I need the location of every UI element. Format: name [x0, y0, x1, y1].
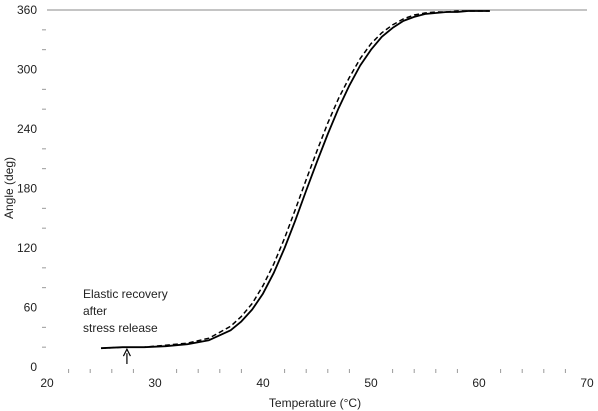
- y-tick-label: 300: [16, 62, 37, 77]
- y-tick-label: 120: [16, 241, 37, 255]
- y-axis-title: Angle (deg): [2, 156, 16, 220]
- x-tick-label: 60: [472, 376, 486, 390]
- x-tick-label: 20: [40, 376, 54, 390]
- y-tick-label: 60: [23, 300, 37, 315]
- y-tick-label: 180: [16, 181, 37, 196]
- annotation-layer: [83, 287, 168, 364]
- x-axis-title: Temperature (°C): [268, 396, 362, 410]
- annotation-line-3: stress release: [83, 321, 158, 335]
- x-tick-label: 40: [256, 376, 270, 390]
- y-tick-label: 360: [16, 3, 37, 17]
- annotation-line-2: after: [83, 304, 108, 318]
- y-tick-label: 0: [30, 360, 37, 374]
- x-tick-label: 30: [148, 376, 162, 390]
- annotation-line-1: Elastic recovery: [83, 287, 168, 301]
- y-tick-label: 240: [16, 122, 37, 136]
- x-tick-label: 70: [580, 376, 594, 390]
- x-tick-label: 50: [364, 376, 378, 390]
